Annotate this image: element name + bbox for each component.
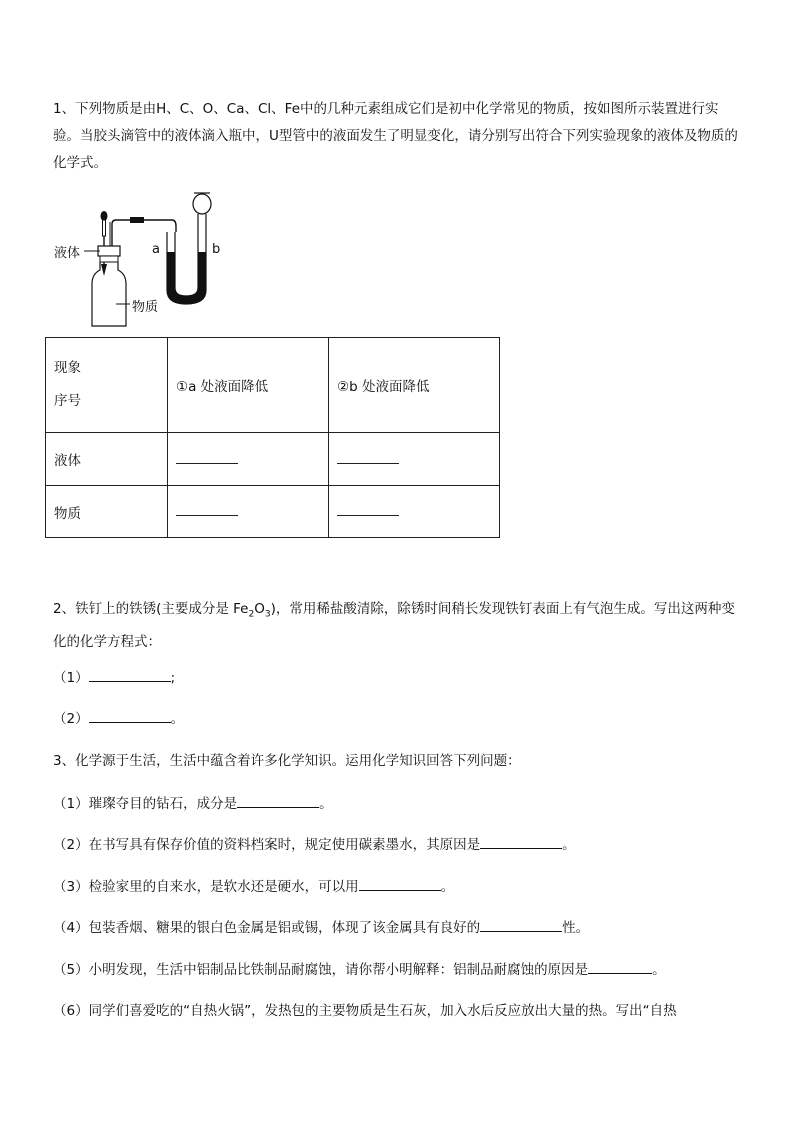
answer-blank-liquid-2[interactable] bbox=[329, 433, 500, 486]
answer-blank-liquid-1[interactable] bbox=[168, 433, 329, 486]
question-1-table bbox=[45, 337, 500, 538]
question-2-item-1: （1） ; bbox=[53, 667, 175, 688]
row-substance-label: 物质 bbox=[46, 486, 168, 538]
table-header-cell bbox=[46, 338, 168, 433]
question-1-text: 1、下列物质是由H、C、O、Ca、Cl、Fe中的几种元素组成它们是初中化学常见的物质，按如图所示装置进行实验。当胶头滴管中的液体滴入瓶中，U型管中的液面发生了明显变化，请分别写出符合下列实验现象的液体及物质的化学式。 bbox=[53, 101, 738, 171]
answer-blank-substance-1[interactable] bbox=[168, 486, 329, 538]
answer-blank-q2-1[interactable] bbox=[89, 667, 171, 682]
rubber-connector bbox=[130, 217, 144, 223]
stopper bbox=[98, 246, 120, 256]
u-tube-liquid bbox=[167, 252, 206, 304]
header-col-1: ①a 处液面降低 bbox=[168, 338, 329, 433]
label-b: b bbox=[212, 242, 221, 257]
header-phenomenon: 现象 bbox=[54, 360, 81, 376]
question-3-item-3: （3）检验家里的自来水，是软水还是硬水，可以用 。 bbox=[53, 876, 454, 897]
bottle bbox=[92, 262, 126, 326]
answer-blank-substance-2[interactable] bbox=[329, 486, 500, 538]
question-2-item-2: （2） 。 bbox=[53, 708, 184, 729]
question-3-item-1: （1）璀璨夺目的钻石，成分是 。 bbox=[53, 793, 333, 814]
header-number: 序号 bbox=[54, 393, 81, 409]
question-3-item-6: （6）同学们喜爱吃的“自热火锅”，发热包的主要物质是生石灰，加入水后反应放出大量的热。写出“自热 bbox=[53, 1003, 677, 1019]
experiment-apparatus bbox=[48, 190, 248, 336]
answer-blank-q3-2[interactable] bbox=[480, 834, 562, 849]
header-col-2: ②b 处液面降低 bbox=[329, 338, 500, 433]
label-liquid: 液体 bbox=[54, 246, 81, 261]
question-3-item-5: （5）小明发现，生活中铝制品比铁制品耐腐蚀，请你帮小明解释：铝制品耐腐蚀的原因是 。 bbox=[53, 959, 666, 980]
answer-blank-q3-5[interactable] bbox=[588, 959, 652, 974]
answer-blank-q2-2[interactable] bbox=[89, 708, 171, 723]
row-liquid-label: 液体 bbox=[46, 433, 168, 486]
question-2-text: 2、铁钉上的铁锈(主要成分是 $Fe_2O_3$)，常用稀盐酸清除，除锈时间稍长发现铁钉表面上有气泡生成。写出这两种变化的化学方程式： bbox=[53, 601, 735, 650]
answer-blank-q3-3[interactable] bbox=[359, 876, 441, 891]
question-3-item-2: （2）在书写具有保存价值的资料档案时，规定使用碳素墨水，其原因是 。 bbox=[53, 834, 576, 855]
question-3-text: 3、化学源于生活，生活中蕴含着许多化学知识。运用化学知识回答下列问题： bbox=[53, 753, 521, 769]
question-3-item-4: （4）包装香烟、糖果的银白色金属是铝或锡，体现了该金属具有良好的 性。 bbox=[53, 917, 589, 938]
label-substance: 物质 bbox=[132, 300, 159, 315]
answer-blank-q3-1[interactable] bbox=[237, 793, 319, 808]
answer-blank-q3-4[interactable] bbox=[480, 917, 562, 932]
label-a: a bbox=[152, 242, 160, 257]
